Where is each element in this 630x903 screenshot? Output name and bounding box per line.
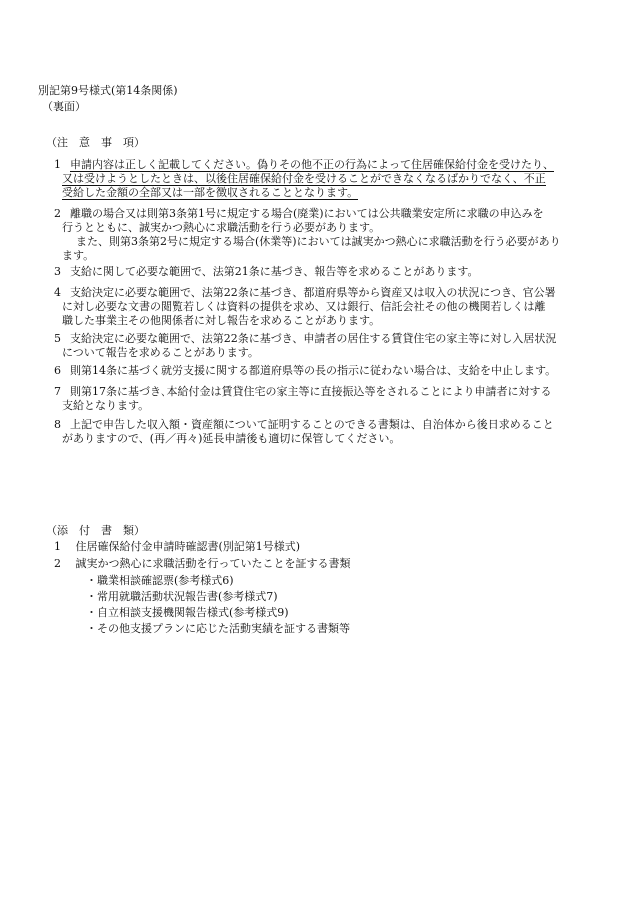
note-body xyxy=(62,385,600,413)
note-number: 5 xyxy=(54,332,61,345)
note-line: また、則第3条第2号に規定する場合(休業等)においては誠実かつ熱心に求職活動を行う必要があり xyxy=(76,235,561,248)
note-line: に対し必要な文書の閲覧若しくは資料の提供を求め、又は銀行、信託会社その他の機関若しくは離 xyxy=(62,300,546,313)
note-line: 支給決定に必要な範囲で、法第22条に基づき、申請者の居住する賃貸住宅の家主等に対し入居状況 xyxy=(70,332,557,345)
form-title: 別記第9号様式(第14条関係) xyxy=(38,84,178,97)
attachment-number: 2 xyxy=(54,557,61,570)
note-number: 2 xyxy=(54,207,61,220)
note-body xyxy=(62,418,600,446)
note-line: 申請内容は正しく記載してください。偽りその他不正の行為によって住居確保給付金を受けたり、 xyxy=(70,158,554,171)
attachment-sub-item: ・常用就職活動状況報告書(参考様式7) xyxy=(86,590,278,603)
note-line: 行うとともに、誠実かつ熱心に求職活動を行う必要があります。 xyxy=(62,221,381,234)
note-line: 支給決定に必要な範囲で、法第22条に基づき、都道府県等から資産又は収入の状況につき、官公署 xyxy=(70,286,556,299)
notes-heading: （注 意 事 項） xyxy=(46,136,145,149)
note-body xyxy=(62,158,600,200)
note-number: 4 xyxy=(54,286,61,299)
note-line: 受給した金額の全部又は一部を徴収されることとなります。 xyxy=(62,186,359,199)
note-line: 職した事業主その他関係者に対し報告を求めることがあります。 xyxy=(62,314,381,327)
attachment-number: 1 xyxy=(54,540,61,553)
note-line: 支給に関して必要な範囲で、法第21条に基づき、報告等を求めることがあります。 xyxy=(70,265,479,278)
note-line: ます。 xyxy=(62,249,95,262)
attachment-item-1 xyxy=(54,540,300,554)
attachment-text: 誠実かつ熱心に求職活動を行っていたことを証する書類 xyxy=(75,557,351,570)
attachment-sub-item: ・自立相談支援機関報告様式(参考様式9) xyxy=(86,606,289,619)
note-line: 則第17条に基づき､本給付金は賃貸住宅の家主等に直接振込等をされることにより申請者に対する xyxy=(70,385,552,398)
form-side-label: （裏面） xyxy=(42,100,86,113)
note-line: がありますので、(再／再々)延長申請後も適切に保管してください。 xyxy=(62,432,401,445)
note-line: 支給となります。 xyxy=(62,399,150,412)
note-number: 7 xyxy=(54,385,61,398)
note-line: 離職の場合又は則第3条第1号に規定する場合(廃業)においては公共職業安定所に求職の申込みを xyxy=(70,207,544,220)
attachment-item-2 xyxy=(54,557,351,571)
note-body xyxy=(62,207,600,263)
attachment-text: 住居確保給付金申請時確認書(別記第1号様式) xyxy=(75,540,301,553)
note-line: 上記で申告した収入額・資産額について証明することのできる書類は、自治体から後日求めること xyxy=(70,418,554,431)
note-line: について報告を求めることがあります。 xyxy=(62,346,259,359)
note-line: 又は受けようとしたときは、以後住居確保給付金を受けることができなくなるばかりでなく、不正 xyxy=(62,172,546,185)
note-number: 8 xyxy=(54,418,61,431)
note-body xyxy=(62,332,600,360)
note-body xyxy=(70,265,600,279)
attachment-sub-item: ・その他支援プランに応じた活動実績を証する書類等 xyxy=(86,622,350,635)
attachment-sub-item: ・職業相談確認票(参考様式6) xyxy=(86,574,234,587)
note-body xyxy=(70,364,600,378)
attachments-heading: （添 付 書 類） xyxy=(46,524,145,537)
note-number: 1 xyxy=(54,158,61,171)
note-number: 3 xyxy=(54,265,61,278)
note-body xyxy=(62,286,600,328)
note-number: 6 xyxy=(54,364,61,377)
note-line: 則第14条に基づく就労支援に関する都道府県等の長の指示に従わない場合は、支給を中止します。 xyxy=(70,364,557,377)
